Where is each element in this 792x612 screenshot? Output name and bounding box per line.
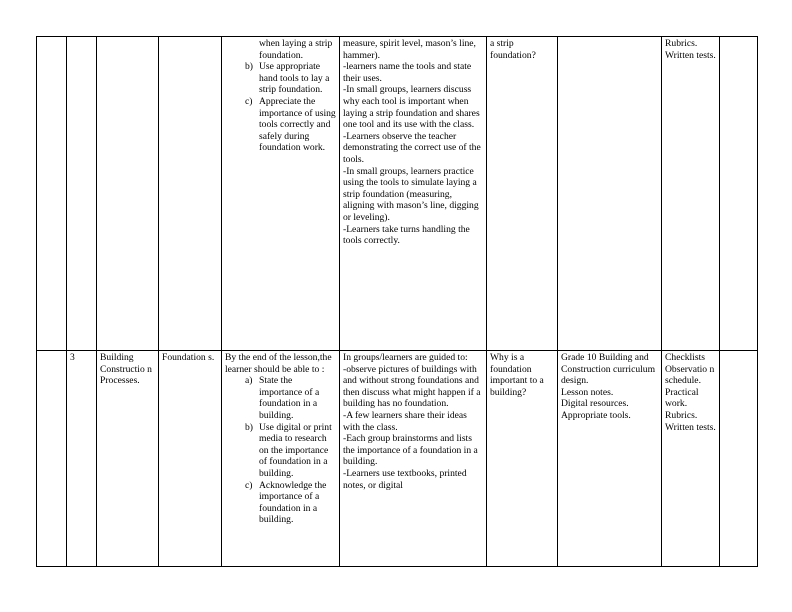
resources-cell: Grade 10 Building and Construction curriculum design. Lesson notes. Digital resources. Appropriate tools. bbox=[558, 351, 662, 567]
lesson-cell bbox=[67, 37, 97, 351]
experience-line: -A few learners share their ideas with the class. bbox=[343, 409, 467, 433]
sub-strand-cell bbox=[159, 37, 222, 351]
experience-line: -learners name the tools and state their uses. bbox=[343, 61, 472, 84]
remarks-cell bbox=[720, 351, 758, 567]
experience-line: measure, spirit level, mason’s line, hammer). bbox=[343, 38, 476, 61]
outcomes-list bbox=[225, 38, 336, 154]
strand-cell bbox=[97, 37, 159, 351]
experience-line: In groups/learners are guided to: bbox=[343, 352, 468, 363]
experience-line: -Learners use textbooks, printed notes, or digital bbox=[343, 467, 467, 491]
inquiry-question-cell: Why is a foundation important to a building? bbox=[487, 351, 558, 567]
outcome-item: c) Acknowledge the importance of a foundation in a building. bbox=[245, 479, 327, 526]
table-row bbox=[37, 351, 758, 567]
assessment-cell: Rubrics. Written tests. bbox=[662, 37, 720, 351]
outcome-item: b) Use appropriate hand tools to lay a strip foundation. bbox=[245, 61, 330, 96]
week-cell bbox=[37, 351, 67, 567]
inquiry-question-cell: a strip foundation? bbox=[487, 37, 558, 351]
experience-line: -Learners observe the teacher demonstrating the correct use of the tools. bbox=[343, 130, 481, 165]
learning-outcomes-cell bbox=[222, 351, 340, 567]
lesson-cell: 3 bbox=[67, 351, 97, 567]
assessment-cell: Checklists Observatio n schedule. Practical work. Rubrics. Written tests. bbox=[662, 351, 720, 567]
experience-line: -In small groups, learners practice using the tools to simulate laying a strip foundation (measuring, aligning with mason’s line, digging or leveling). bbox=[343, 165, 479, 223]
experience-line: -Each group brainstorms and lists the importance of a foundation in a building. bbox=[343, 433, 478, 468]
scheme-of-work-table bbox=[36, 36, 758, 567]
week-cell bbox=[37, 37, 67, 351]
experience-line: -Learners take turns handling the tools correctly. bbox=[343, 223, 470, 247]
learning-experiences-cell bbox=[340, 37, 487, 351]
outcomes-intro: By the end of the lesson,the learner should be able to : bbox=[225, 352, 332, 375]
outcome-item: b) Use digital or print media to research on the importance of foundation in a building. bbox=[245, 421, 332, 479]
outcome-item: a) State the importance of a foundation in a building. bbox=[245, 375, 320, 421]
remarks-cell bbox=[720, 37, 758, 351]
strand-cell: Building Constructio n Processes. bbox=[97, 351, 159, 567]
learning-experiences-cell bbox=[340, 351, 487, 567]
experience-line: -observe pictures of buildings with and without strong foundations and then discuss what might happen if a building has no foundation. bbox=[343, 363, 481, 410]
experience-line: -In small groups, learners discuss why each tool is important when laying a strip foundation and shares one tool and its use with the class. bbox=[343, 84, 480, 131]
outcome-item: c) Appreciate the importance of using tools correctly and safely during foundation work. bbox=[245, 95, 336, 154]
sub-strand-cell: Foundation s. bbox=[159, 351, 222, 567]
learning-outcomes-cell bbox=[222, 37, 340, 351]
outcomes-list bbox=[225, 375, 336, 526]
outcome-item: when laying a strip foundation. bbox=[259, 38, 333, 61]
table-row bbox=[37, 37, 758, 351]
resources-cell bbox=[558, 37, 662, 351]
